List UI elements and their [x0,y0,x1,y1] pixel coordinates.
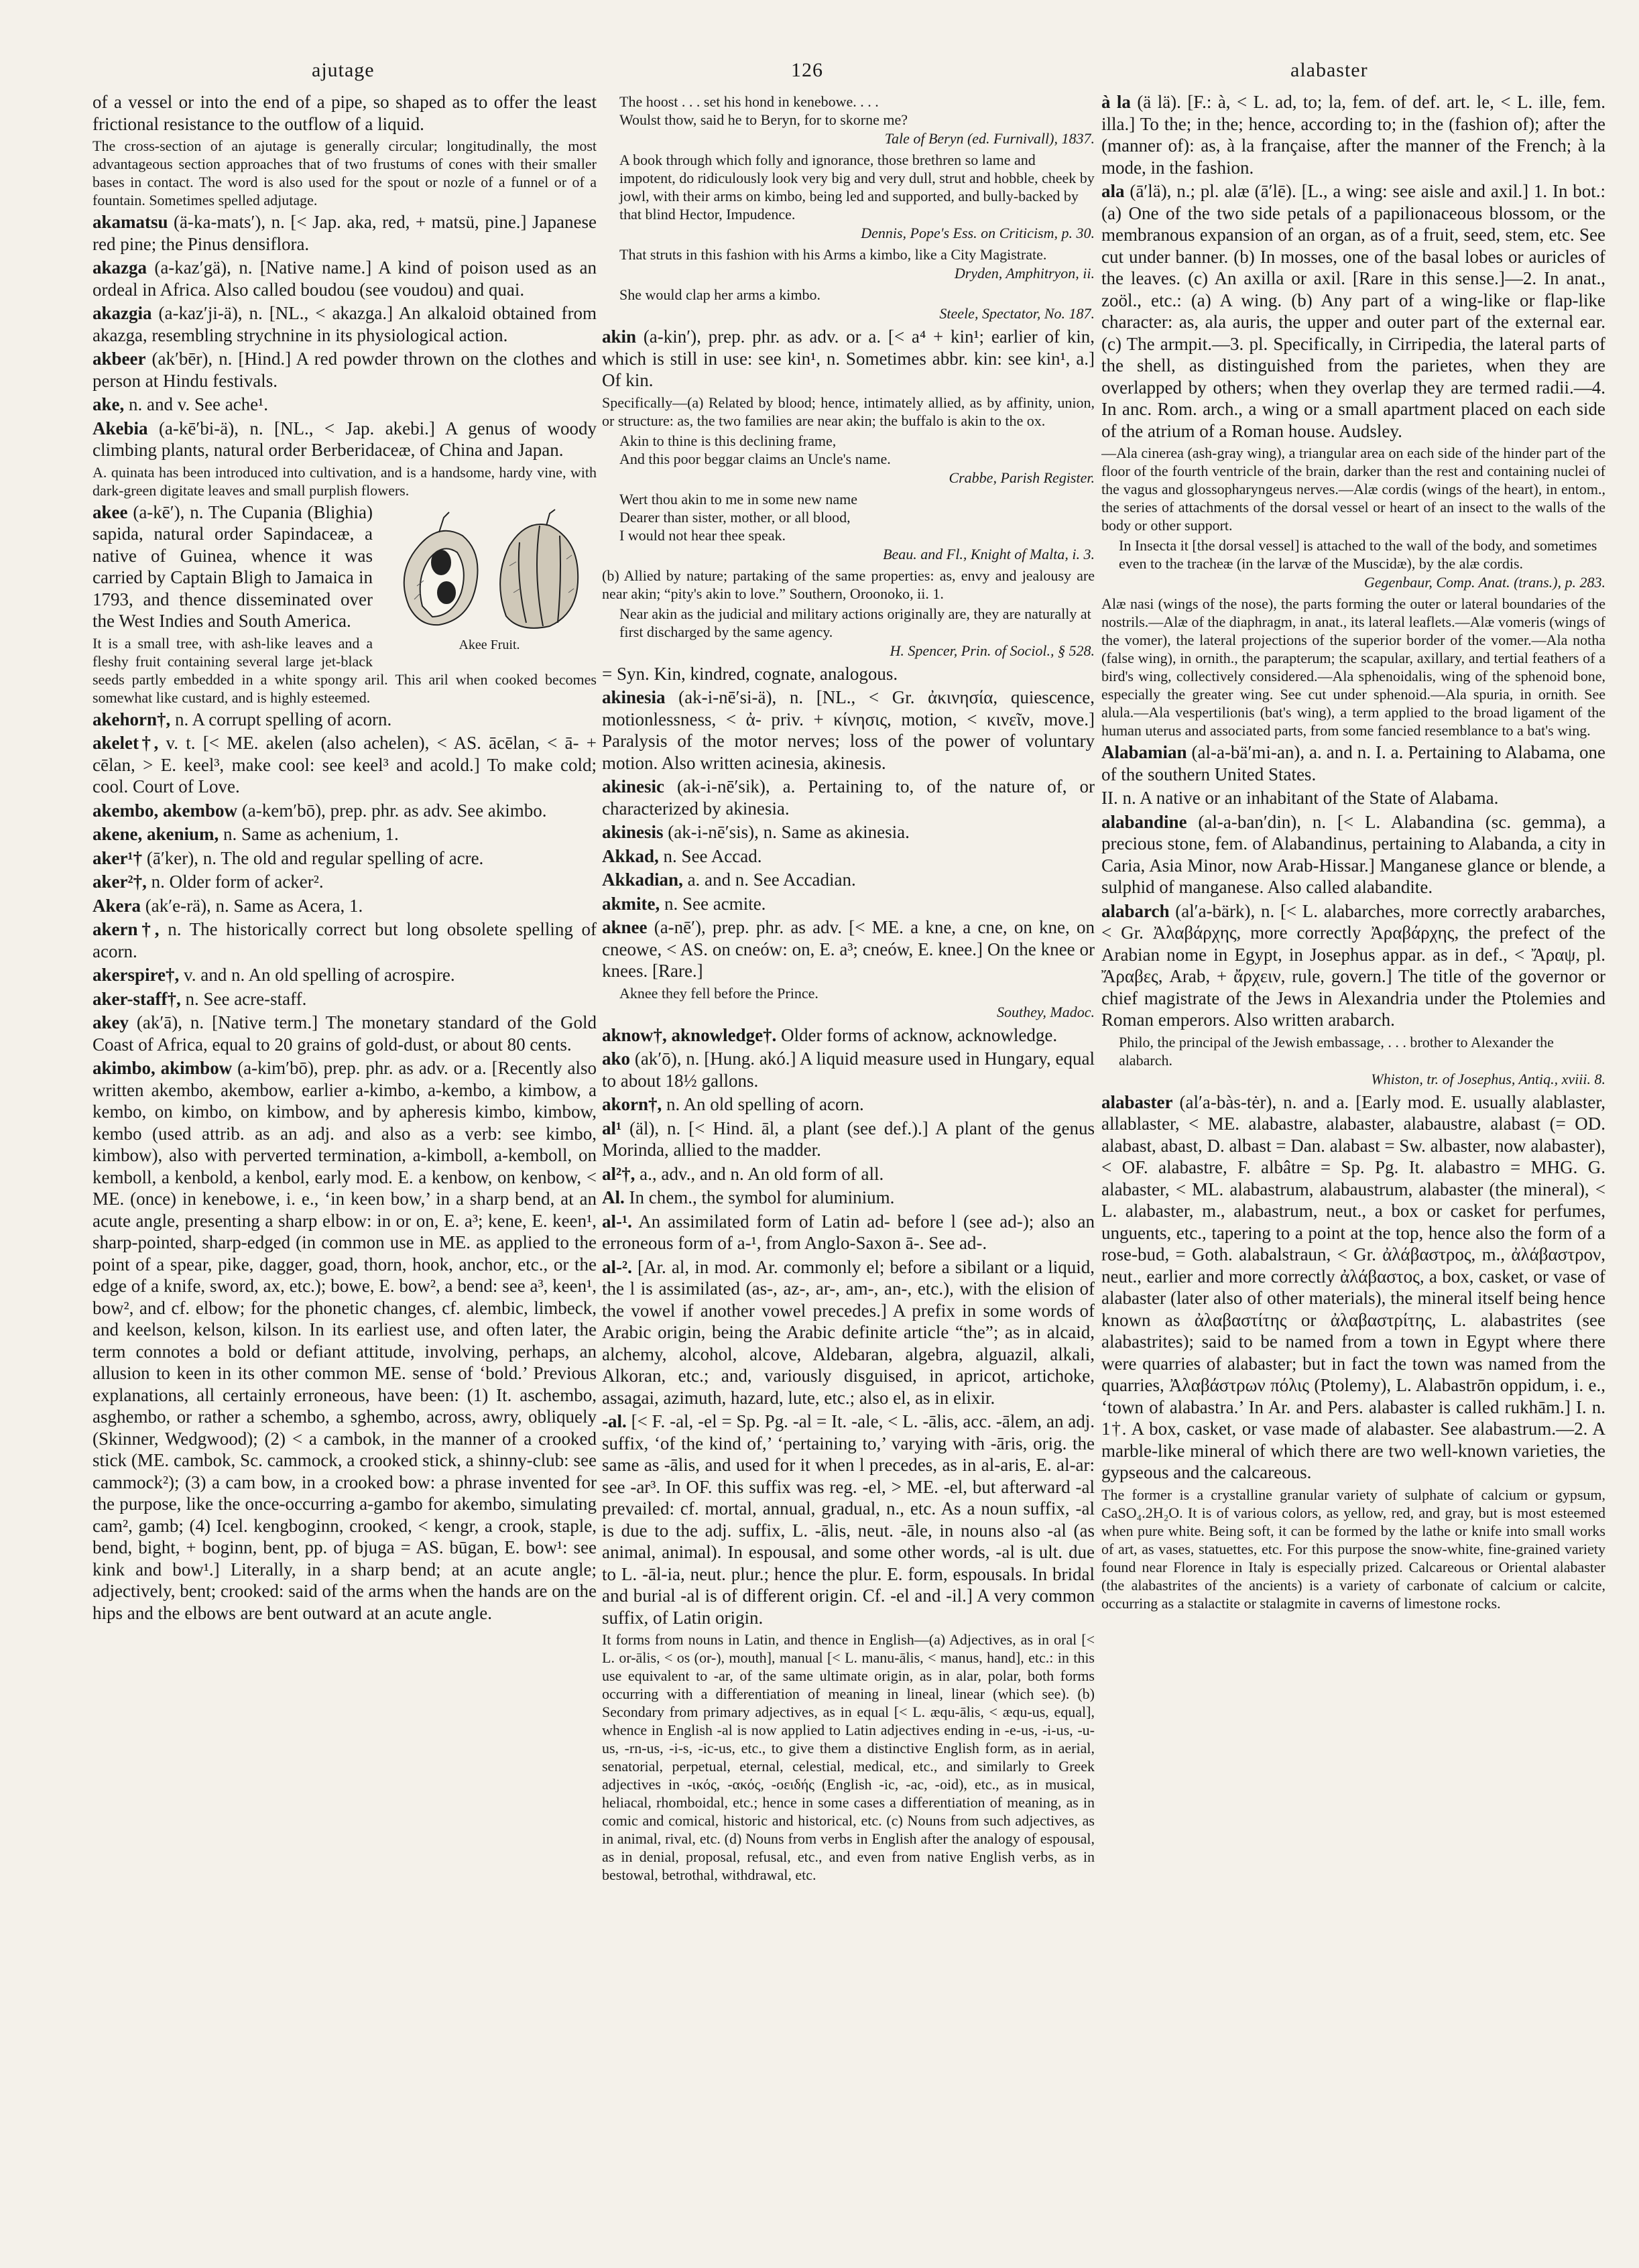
entry-note [602,394,1095,430]
quotation: Near akin as the judicial and military actions originally are, they are naturally at first discharged by the same agency. [619,605,1091,640]
headword: alabandine [1101,811,1187,832]
dictionary-entry [93,988,597,1010]
quotation: Aknee they fell before the Prince. [619,984,818,1002]
entry-note [1101,444,1605,534]
definition: Specifically—(a) Related by blood; hence, intimately allied, as by affinity, union, or structure: as, the two families are near akin; the buffalo is akin to the ox. [602,394,1095,429]
definition: n. See Accad. [663,845,762,866]
definition: (al′a-bärk), n. [< L. alabarches, more correctly arabarches, < Gr. Ἀλαβάρχης, more correctly Ἀραβάρχης, the prefect of the Arabian nome in Egypt, in Josephus appar. as in def., < Ἄραψ, pl. Ἄραβες, Arab, + ἄρχειν, rule, govern.] The title of the governor or chief magistrate of the Jews in Alexandria under the Ptolemies and Roman emperors. Also written arabarch. [1101,900,1605,1030]
headword: al-¹. [602,1211,632,1232]
headword: ala [1101,181,1125,201]
dictionary-entry [602,916,1095,982]
citation: Tale of Beryn (ed. Furnivall), 1837. [884,130,1095,147]
dictionary-entry [93,800,597,822]
dictionary-entry [602,845,1095,868]
dictionary-entry [93,418,597,461]
definition: (ak′e-rä), n. Same as Acera, 1. [145,895,363,916]
quotation: That struts in this fashion with his Arms a kimbo, like a City Magistrate. [619,246,1047,263]
headword: ake, [93,394,125,414]
dictionary-entry [602,821,1095,843]
dictionary-entry [93,847,597,870]
citation: Gegenbaur, Comp. Anat. (trans.), p. 283. [1363,574,1605,591]
definition: n. Same as achenium, 1. [223,824,399,844]
dictionary-entry [93,348,597,392]
definition: n. The historically correct but long obsolete spelling of acorn. [93,919,597,961]
quotation: Philo, the principal of the Jewish embassage, . . . brother to Alexander the alabarch. [1119,1033,1554,1069]
definition: (ä lä). [F.: à, < L. ad, to; la, fem. of def. art. le, < L. ille, fem. illa.] To the; in the; hence, according to; in the (fashion of); after the (manner of): as, à la française, after the manner of the French; à la mode, in the fashion. [1101,92,1605,178]
definition: (ak′ō), n. [Hung. akó.] A liquid measure used in Hungary, equal to about 18½ gallons. [602,1049,1095,1091]
headword: Akkadian, [602,870,683,890]
definition: (a-nē′), prep. phr. as adv. [< ME. a kne, a cne, on kne, on cneowe, < AS. on cneów: on, E. a³; cneów, E. knee.] On the knee or knees. [Rare.] [602,917,1095,981]
running-head-left: ajutage [312,59,375,81]
citation: Whiston, tr. of Josephus, Antiq., xviii. 8. [1371,1070,1605,1087]
definition: (a-kē′bi-ä), n. [NL., < Jap. akebi.] A genus of woody climbing plants, natural order Berberidaceæ, of China and Japan. [93,418,597,460]
headword: akinesic [602,776,665,796]
dictionary-entry [93,732,597,798]
headword: akee [93,501,128,522]
definition: = Syn. Kin, kindred, cognate, analogous. [602,663,898,684]
definition: (ak′ā), n. [Native term.] The monetary standard of the Gold Coast of Africa, equal to 20 grains of gold-dust, or about 80 cents. [93,1012,597,1055]
dictionary-entry [93,1012,597,1055]
entry-note [93,137,597,209]
headword: aknee [602,917,648,937]
headword: akinesia [602,687,666,707]
definition: (b) Allied by nature; partaking of the same properties: as, envy and jealousy are near akin; “pity's akin to love.” Southern, Oroonoko, ii. 1. [602,566,1095,602]
dictionary-entry [602,1187,1095,1209]
definition: (ak-i-nē′sik), a. Pertaining to, of the nature of, or characterized by akinesia. [602,776,1095,819]
dictionary-entry [602,1256,1095,1409]
citation: Beau. and Fl., Knight of Malta, i. 3. [883,545,1095,562]
page-number: 126 [791,59,823,81]
dictionary-entry [1101,811,1605,898]
definition: n. A corrupt spelling of acorn. [175,709,392,729]
headword: Al. [602,1187,625,1207]
definition: (a-kem′bō), prep. phr. as adv. See akimbo. [241,800,547,821]
dictionary-entry [602,663,1095,685]
akee-fruit-illustration [382,505,597,637]
definition: (a-kē′), n. The Cupania (Blighia) sapida, natural order Sapindaceæ, a native of Guinea, whence it was carried by Captain Bligh to Jamaica in 1793, and thence disseminated over the West Indies and South America. [93,501,373,631]
definition: [Ar. al, in mod. Ar. commonly el; before a sibilant or a liquid, the l is assimilated (as-, az-, ar-, am-, an-, etc.), with the elision of the vowel if another vowel precedes.] A prefix in some words of Arabic origin, being the Arabic definite article “the”; as in alcaid, alchemy, alcohol, alcove, Aldebaran, algebra, alguazil, alkali, Alkoran, etc.; and, variously disguised, in apricot, artichoke, assagai, azimuth, hazard, lute, etc.; also el, as in elixir. [602,1256,1095,1408]
dictionary-entry [602,326,1095,392]
dictionary-entry [1101,91,1605,178]
dictionary-entry [93,964,597,986]
headword: alabaster [1101,1091,1173,1112]
dictionary-entry [1101,741,1605,785]
definition: Alæ nasi (wings of the nose), the parts forming the outer or lateral boundaries of the nostrils.—Alæ of the diaphragm, in anat., its lateral leaflets.—Alæ vomeris (wings of the vomer), the lateral projections of the superior border of the vomer.—Ala notha (false wing), in ornith., the parapterum; the scapular, axillary, and tertial feathers of a bird's wing, collectively considered.—Ala sphenoidalis, wing of the sphenoid bone, especially the greater wing. See cut under sphenoid.—Ala spuria, in ornith. See alula.—Ala vespertilionis (bat's wing), a term applied to the broad ligament of the human uterus and associated parts, from some fancied resemblance to a bat's wing. [1101,595,1605,739]
quotation: She would clap her arms a kimbo. [619,286,821,303]
definition: It is a small tree, with ash-like leaves and a fleshy fruit containing several large jet-black seeds partly embedded in a white spongy aril. This aril when cooked becomes somewhat like custard, and is highly esteemed. [93,634,597,706]
dictionary-entry [93,709,597,731]
headword: aker²†, [93,872,147,892]
definition: II. n. A native or an inhabitant of the State of Alabama. [1101,788,1499,808]
definition: (äl), n. [< Hind. āl, a plant (see def.).] A plant of the genus Morinda, allied to the madder. [602,1118,1095,1160]
definition: a. and n. See Accadian. [687,870,856,890]
headword: akehorn†, [93,709,171,729]
citation: Crabbe, Parish Register. [949,469,1095,486]
headword: akerspire†, [93,965,180,985]
headword: aknow†, aknowledge†. [602,1024,777,1045]
headword: à la [1101,92,1131,112]
entry-note [1101,1486,1605,1612]
column-1 [93,91,597,2243]
dictionary-entry [602,1163,1095,1185]
headword: akinesis [602,822,664,842]
running-head-right: alabaster [1290,59,1368,81]
dictionary-entry [602,1211,1095,1254]
definition: (al-a-ban′din), n. [< L. Alabandina (sc. gemma), a precious stone, fem. of Alabandinus, pertaining to Alabanda, a city in Caria, Asia Minor, now Arab-Hissar.] Manganese glance or blende, a sulphid of manganese. Also called alabandite. [1101,811,1605,897]
definition: n. Older form of acker². [151,872,324,892]
entry-note [93,463,597,499]
definition: n. and v. See ache¹. [129,394,269,414]
definition: (al′a-bàs-tėr), n. and a. [Early mod. E. usually alablaster, allablaster, < ME. alabastre, alabaster, alabaustre, alabast (= OD. alabast, abast, D. albast = Dan. alabast = Sw. albaster, now alabaster), < OF. alabastre, F. albâtre = Sp. Pg. It. alabastro = MHG. G. alabaster, < ML. alabastrum, alabaustrum, alabaster (the mineral), < L. alabaster, m., alabastrum, neut., a box or casket for perfumes, unguents, etc., tapering to a point at the top, hence also the form of a rose-bud, = Goth. alabalstraun, < Gr. ἀλάβαστρος, m., ἀλάβαστρον, neut., earlier and more correctly ἀλάβαστος, a box, casket, or vase of alabaster (later also of other materials), the mineral itself being hence known as ἀλαβαστίτης or ἀλαβαστρίτης, L. alabastrites (see alabastrites); said to be named from a town in Egypt where there were quarries of alabaster; but in fact the town was named from the quarries, Ἀλαβάστρων πόλις (Ptolemy), L. Alabastrōn oppidum, i. e., ‘town of alabastra.’ In Ar. and Pers. alabaster is called rukhām.] I. n. 1†. A box, casket, or vase made of alabaster. See alabastrum.—2. A marble-like mineral of which there are two well-known varieties, the gypseous and the calcareous. [1101,1091,1605,1482]
quotation: A book through which folly and ignorance, those brethren so lame and impotent, do ridiculously look very big and very dull, strut and hobble, cheek by jowl, with their arms on kimbo, being led and supported, and bully-backed by that blind Hector, Impudence. [619,152,1095,223]
definition: It forms from nouns in Latin, and thence in English—(a) Adjectives, as in oral [< L. or-ālis, < os (or-), mouth], manual [< L. manu-ālis, < manus, hand], etc.: in this use equivalent to -ar, of the same ultimate origin, as in alar, polar, both forms occurring with a differentiation of meaning in lineal, linear (which see). (b) Secondary from primary adjectives, as in equal [< L. æqu-ālis, < æqu-us, equal], whence in English -al is now applied to Latin adjectives ending in -e-us, -i-us, -u-us, -rn-us, -i-s, -ic-us, etc., to give them a distinctive English form, as in aerial, senatorial, perpetual, eternal, celestial, medical, etc., and similarly to Greek adjectives in -ικός, -ακός, -οειδής (English -ic, -ac, -oid), etc., as in musical, heliacal, rhomboidal, etc.; hence in some cases a differentiation of meaning, as in comic and comical, historic and historical, etc. (c) Nouns from such adjectives, as in animal, rival, etc. (d) Nouns from verbs in English after the analogy of espousal, as in denial, proposal, refusal, etc., and even from native English verbs, as in bestowal, betrothal, withdrawal, etc. [602,1631,1095,1883]
dictionary-entry [93,257,597,300]
quotation: In Insecta it [the dorsal vessel] is attached to the wall of the body, and sometimes even to the tracheæ (in the larvæ of the Muscidæ), by the alæ cordis. [1119,537,1597,572]
headword: akene, akenium, [93,824,219,844]
citation: H. Spencer, Prin. of Sociol., § 528. [890,642,1095,659]
definition: v. t. [< ME. akelen (also achelen), < AS. ācēlan, < ā- + cēlan, > E. keel³, make cool: see keel³ and acold.] To make cold; cool. Court of Love. [93,733,597,796]
dictionary-entry [1101,900,1605,1031]
quotation: Wert thou akin to me in some new name Dearer than sister, mother, or all blood, I would not hear thee speak. [619,490,858,544]
dictionary-entry [93,823,597,845]
dictionary-entry [602,1024,1095,1047]
dictionary-entry [602,1048,1095,1091]
dictionary-entry [93,871,597,893]
headword: -al. [602,1411,627,1431]
headword: aker-staff†, [93,988,181,1009]
akee-fruit-figure [382,505,597,654]
dictionary-entry [93,394,597,416]
headword: Alabamian [1101,742,1187,762]
headword: akelet†, [93,733,159,753]
definition: (a-kaz′gä), n. [Native name.] A kind of poison used as an ordeal in Africa. Also called boudou (see voudou) and quai. [93,257,597,300]
entry-note [1101,595,1605,739]
definition: (al-a-bä′mi-an), a. and n. I. a. Pertaining to Alabama, one of the southern United States. [1101,742,1605,784]
headword: akey [93,1012,129,1032]
definition: (ā′ker), n. The old and regular spelling of acre. [146,847,484,868]
headword: al²†, [602,1163,635,1184]
definition: (a-kim′bō), prep. phr. as adv. or a. [Recently also written akembo, akembow, earlier a-kimbo, a-kembo, a kimbow, a kembo, on kimbo, on kimbow, and by apheresis kimbo, kimbow, kembo (used attrib. as an adj. and also as a verb: see kimbo, kimbow), also with perverted termination, a-kimboll, a-kemboll, on kemboll, a kenbold, a kenbol, early mod. E. a kenbow, on kenbow, < ME. (once) in kenebowe, i. e., ‘in keen bow,’ in a sharp bend, at an acute angle, presenting a sharp elbow: in or on, E. a³; kene, E. keen¹, sharp-pointed, sharp-edged (in common use in ME. as applied to the point of a spear, pike, dagger, goad, thorn, hook, anchor, etc., or the edge of a knife, sword, ax, etc.); bowe, E. bow², a bend: see a³, keen¹, bow², and cf. elbow; for the phonetic changes, cf. alembic, limbeck, and keelson, kelson, kilson. In its earliest use, and often later, the term connotes a bold or defiant attitude, involving, perhaps, an allusion to keen in its other common ME. sense of ‘bold.’ Previous explanations, all certainly erroneous, have been: (1) It. aschembo, asghembo, or rather a schembo, a sghembo, across, awry, obliquely (Skinner, Wedgwood); (2) < a cambok, in the manner of a crooked stick (ME. cambok, Sc. cammock, a crooked stick, a shinny-club: see cammock²); (3) a cam bow, in a crooked bow: a phrase invented for the purpose, like the once-occurring a-gambo for akembo, simulating cam², gamb; (4) Icel. kengboginn, crooked, < kengr, a crook, staple, bend, bight, + boginn, bent, pp. of bjuga = AS. būgan, E. bow¹: see kink and bow¹.] Literally, in a sharp bend; at an acute angle; adjectively, bent; crooked: said of the arms when the hands are on the hips and the elbows are bent outward at an acute angle. [93,1058,597,1623]
definition: Older forms of acknow, acknowledge. [781,1024,1058,1045]
definition: (ak-i-nē′sis), n. Same as akinesia. [668,822,910,842]
definition: (ā′lä), n.; pl. alæ (ā′lē). [L., a wing: see aisle and axil.] 1. In bot.: (a) One of the two side petals of a papilionaceous blossom, or the membranous expansion of an organ, as of a fruit, seed, stem, etc. See cut under banner. (b) In mosses, one of the basal lobes or auricles of the leaves. (c) An axilla or axil. [Rare in this sense.]—2. In anat., zoöl., etc.: (a) A wing. (b) Any part of a wing-like or flap-like character: as, ala auris, the upper and outer part of the external ear. (c) The armpit.—3. pl. Specifically, in Cirripedia, the lateral parts of the shell, as distinguished from the parietes, when they are overlapped by others; when they overlap they are termed radii.—4. In anc. Rom. arch., a wing or a small apartment placed on each side of the atrium of a Roman house. Audsley. [1101,181,1605,441]
dictionary-entry [93,918,597,962]
definition: (a-kaz′ji-ä), n. [NL., < akazga.] An alkaloid obtained from akazga, resembling strychnine in its physiological action. [93,303,597,345]
dictionary-entry [602,1411,1095,1628]
headword: aker¹† [93,847,143,868]
column-2 [602,91,1095,2243]
definition: —Ala cinerea (ash-gray wing), a triangular area on each side of the hinder part of the floor of the fourth ventricle of the brain, darker than the rest and containing nuclei of the vagus and glossopharyngeus nerves.—Alæ cordis (wings of the heart), in entom., the series of attachments of the dorsal vessel or heart of an insect to the walls of the body or other support. [1101,444,1605,534]
headword: akembo, akembow [93,800,238,821]
headword: akorn†, [602,1094,662,1114]
definition: n. An old spelling of acorn. [666,1094,864,1114]
definition: a., adv., and n. An old form of all. [640,1163,884,1184]
definition: (a-kin′), prep. phr. as adv. or a. [< a⁴ + kin¹; earlier of kin, which is still in use: see kin¹, n. Sometimes abbr. kin: see kin¹, a.] Of kin. [602,326,1095,390]
dictionary-entry [602,1118,1095,1161]
headword: akimbo, akimbow [93,1058,233,1078]
citation: Steele, Spectator, No. 187. [939,305,1095,322]
headword: akazgia [93,303,152,323]
citation: Dryden, Amphitryon, ii. [954,265,1095,282]
definition: An assimilated form of Latin ad- before l (see ad-); also an erroneous form of a-¹, from Anglo-Saxon ā-. See ad-. [602,1211,1095,1253]
definition: of a vessel or into the end of a pipe, so shaped as to offer the least frictional resistance to the outflow of a liquid. [93,92,597,134]
definition: (ak′bēr), n. [Hind.] A red powder thrown on the clothes and person at Hindu festivals. [93,349,597,391]
dictionary-entry [1101,180,1605,442]
headword: Akebia [93,418,148,438]
dictionary-entry [93,895,597,917]
headword: al-². [602,1256,632,1277]
entry-note [602,566,1095,603]
definition: In chem., the symbol for aluminium. [629,1187,895,1207]
dictionary-entry [93,1057,597,1624]
headword: Akera [93,895,141,916]
dictionary-entry [1101,787,1605,809]
dictionary-entry [1101,1091,1605,1484]
definition: (ak-i-nē′si-ä), n. [NL., < Gr. ἀκινησία, quiescence, motionlessness, < ἀ- priv. + κίνησις, motion, < κινεῖν, move.] Paralysis of the motor nerves; loss of the power of voluntary motion. Also written acinesia, akinesis. [602,687,1095,773]
dictionary-entry [602,869,1095,891]
headword: al¹ [602,1118,622,1138]
definition: The cross-section of an ajutage is generally circular; longitudinally, the most advantageous section approaches that of two frustums of cones with their smaller bases in contact. The word is also used for the spout or nozle of a funnel or of a fountain. Sometimes spelled adjutage. [93,137,597,208]
headword: akazga [93,257,147,278]
dictionary-entry [93,501,597,652]
dictionary-entry [93,302,597,346]
definition: n. See acre-staff. [185,988,307,1009]
column-3 [1101,91,1605,2243]
dictionary-entry [93,91,597,135]
definition: [< F. -al, -el = Sp. Pg. -al = It. -ale, < L. -ālis, acc. -ālem, an adj. suffix, ‘of the kind of,’ ‘pertaining to,’ varying with -āris, orig. the same as -ālis, and used for it when l precedes, as in al-aris, E. al-ar: see -ar³. In OF. this suffix was reg. -el, > ME. -el, but afterward -al prevailed: cf. mortal, annual, gradual, n., etc. As a noun suffix, -al is due to the adj. suffix, L. -ālis, neut. -āle, in nouns also -al (as animal, animal). In espousal, and some other words, -al is ult. due to L. -āl-ia, neut. plur.; hence the plur. E. form, espousals. In bridal and burial -al is of different origin. Cf. -el and -il.] A very common suffix, of Latin origin. [602,1411,1095,1628]
quotation: The hoost . . . set his hond in kenebowe. . . . Woulst thow, said he to Beryn, for to skorne me? [619,93,908,128]
dictionary-entry [602,1093,1095,1116]
definition: n. See acmite. [664,893,766,914]
dictionary-entry [602,687,1095,774]
akee-figure-caption: Akee Fruit. [459,637,520,652]
definition: v. and n. An old spelling of acrospire. [184,965,455,985]
headword: akern†, [93,919,160,939]
citation: Dennis, Pope's Ess. on Criticism, p. 30. [861,225,1095,241]
definition: The former is a crystalline granular variety of sulphate of calcium or gypsum, CaSO₄.2H₂O. It is of various colors, as yellow, red, and gray, but is most esteemed when pure white. Being soft, it can be formed by the lathe or knife into small works of art, as vases, statuettes, etc. For this purpose the snow-white, fine-grained variety found near Florence in Italy is especially prized. Calcareous or Oriental alabaster (the alabastrites of the ancients) is a variety of carbonate of calcium or calcite, occurring as a stalactite or stalagmite in caverns of limestone rocks. [1101,1486,1605,1612]
headword: akmite, [602,893,660,914]
headword: akin [602,326,637,347]
headword: Akkad, [602,845,659,866]
dictionary-entry [93,211,597,255]
citation: Southey, Madoc. [996,1003,1095,1020]
definition: (ä-ka-mats′), n. [< Jap. aka, red, + matsü, pine.] Japanese red pine; the Pinus densiflora. [93,212,597,254]
headword: ako [602,1049,631,1069]
quotation: Akin to thine is this declining frame, And this poor beggar claims an Uncle's name. [619,432,891,467]
dictionary-entry [602,893,1095,915]
dictionary-entry [602,776,1095,819]
headword: alabarch [1101,900,1170,921]
headword: akbeer [93,349,146,369]
entry-note [602,1630,1095,1884]
headword: akamatsu [93,212,168,232]
definition: A. quinata has been introduced into cultivation, and is a handsome, hardy vine, with dark-green digitate leaves and small purplish flowers. [93,463,597,499]
